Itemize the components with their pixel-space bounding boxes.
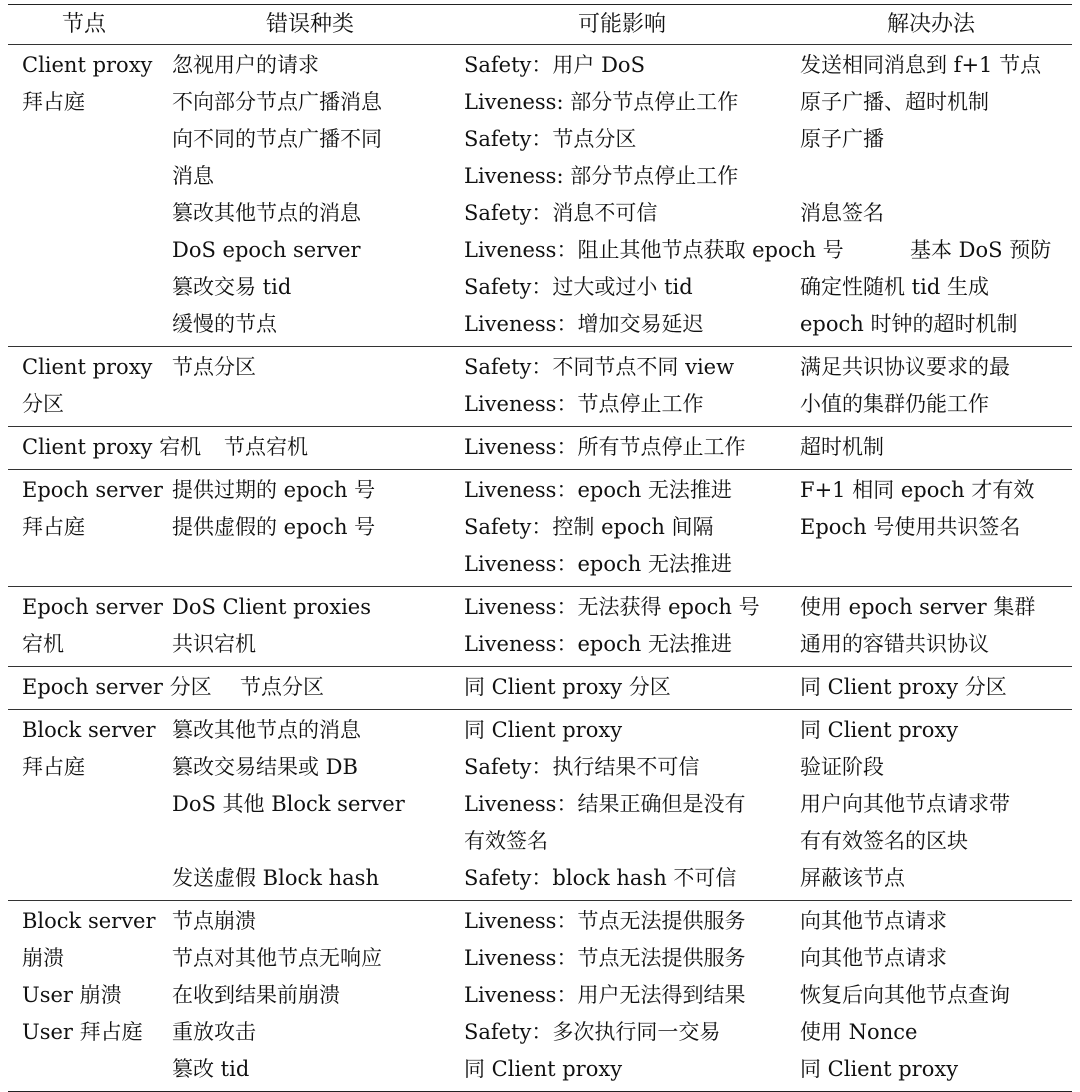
cell-solution: 同 Client proxy <box>800 1057 959 1081</box>
cell-impact: Safety：执行结果不可信 <box>464 755 700 779</box>
cell-node: 分区 <box>22 392 64 416</box>
cell-impact: Liveness：节点无法提供服务 <box>464 946 746 970</box>
table-top-rule <box>8 4 1072 5</box>
cell-impact: Liveness：所有节点停止工作 <box>464 435 746 459</box>
cell-error-type: 节点宕机 <box>224 435 308 459</box>
table-row <box>8 903 1072 940</box>
cell-solution: 恢复后向其他节点查询 <box>800 983 1010 1007</box>
section-rule <box>8 469 1072 470</box>
cell-impact: Liveness：节点无法提供服务 <box>464 909 746 933</box>
cell-error-type: 提供过期的 epoch 号 <box>172 478 376 502</box>
cell-error-type: 节点分区 <box>240 675 324 699</box>
cell-impact: Liveness：节点停止工作 <box>464 392 704 416</box>
cell-node: Client proxy 宕机 <box>22 435 202 459</box>
section-rule <box>8 586 1072 587</box>
cell-solution: 原子广播、超时机制 <box>800 90 989 114</box>
cell-node: 拜占庭 <box>22 515 85 539</box>
cell-impact: Liveness：epoch 无法推进 <box>464 632 732 656</box>
cell-error-type: 篡改其他节点的消息 <box>172 201 361 225</box>
cell-node: User 崩溃 <box>22 983 122 1007</box>
section-rule <box>8 346 1072 347</box>
cell-error-type: 重放攻击 <box>172 1020 256 1044</box>
cell-solution: 满足共识协议要求的最 <box>800 355 1010 379</box>
cell-error-type: 向不同的节点广播不同 <box>172 127 382 151</box>
cell-node: User 拜占庭 <box>22 1020 143 1044</box>
table-row <box>8 940 1072 977</box>
table-row <box>8 977 1072 1014</box>
cell-error-type: 节点对其他节点无响应 <box>172 946 382 970</box>
cell-solution: 向其他节点请求 <box>800 946 947 970</box>
cell-impact: Safety：消息不可信 <box>464 201 658 225</box>
cell-error-type: 篡改其他节点的消息 <box>172 718 361 742</box>
table-row <box>8 195 1072 232</box>
cell-node: 拜占庭 <box>22 755 85 779</box>
cell-node: Client proxy <box>22 53 153 77</box>
table-row <box>8 47 1072 84</box>
cell-impact: Safety：控制 epoch 间隔 <box>464 515 714 539</box>
cell-solution: 同 Client proxy 分区 <box>800 675 1007 699</box>
cell-impact: Liveness: 部分节点停止工作 <box>464 90 739 114</box>
cell-solution: 小值的集群仍能工作 <box>800 392 989 416</box>
table-row <box>8 84 1072 121</box>
cell-error-type: 篡改 tid <box>172 1057 250 1081</box>
cell-error-type: 不向部分节点广播消息 <box>172 90 382 114</box>
cell-error-type: 提供虚假的 epoch 号 <box>172 515 376 539</box>
table-row <box>8 1014 1072 1051</box>
cell-solution: 向其他节点请求 <box>800 909 947 933</box>
cell-error-type: DoS Client proxies <box>172 595 371 619</box>
table-row <box>8 1051 1072 1088</box>
section-rule <box>8 666 1072 667</box>
cell-error-type: 篡改交易 tid <box>172 275 292 299</box>
header-node: 节点 <box>61 12 106 37</box>
table-row <box>8 712 1072 749</box>
cell-solution: 使用 epoch server 集群 <box>800 595 1036 619</box>
cell-impact: Safety：多次执行同一交易 <box>464 1020 721 1044</box>
cell-impact: 同 Client proxy <box>464 718 623 742</box>
table-row <box>8 860 1072 897</box>
cell-impact: 同 Client proxy <box>464 1057 623 1081</box>
cell-error-type: 消息 <box>172 164 214 188</box>
cell-solution: 消息签名 <box>800 201 884 225</box>
cell-solution: 超时机制 <box>800 435 884 459</box>
header-impact: 可能影响 <box>577 12 666 37</box>
table-row <box>8 386 1072 423</box>
cell-impact: Liveness：epoch 无法推进 <box>464 552 732 576</box>
cell-error-type: DoS 其他 Block server <box>172 792 405 816</box>
cell-impact: Safety：不同节点不同 view <box>464 355 735 379</box>
table-row <box>8 158 1072 195</box>
cell-solution: Epoch 号使用共识签名 <box>800 515 1021 539</box>
cell-solution: epoch 时钟的超时机制 <box>800 312 1018 336</box>
cell-node: Epoch server 分区 <box>22 675 212 699</box>
table-row <box>8 349 1072 386</box>
cell-impact: Liveness：阻止其他节点获取 epoch 号 <box>464 238 844 262</box>
cell-solution: F+1 相同 epoch 才有效 <box>800 478 1035 502</box>
table-row <box>8 749 1072 786</box>
table-row <box>8 269 1072 306</box>
cell-node: Block server <box>22 718 156 742</box>
table-row <box>8 669 1072 706</box>
table-row <box>8 121 1072 158</box>
cell-impact: Safety：block hash 不可信 <box>464 866 737 890</box>
cell-impact: Liveness：无法获得 epoch 号 <box>464 595 760 619</box>
cell-node: Epoch server <box>22 595 163 619</box>
cell-node: 崩溃 <box>22 946 64 970</box>
table-row <box>8 786 1072 823</box>
cell-impact: Safety：过大或过小 tid <box>464 275 693 299</box>
cell-impact: Safety：用户 DoS <box>464 53 645 77</box>
header-error-type: 错误种类 <box>265 12 354 37</box>
cell-solution: 验证阶段 <box>800 755 884 779</box>
cell-impact: 有效签名 <box>464 829 548 853</box>
table-row <box>8 232 1072 269</box>
section-rule <box>8 900 1072 901</box>
cell-error-type: 发送虚假 Block hash <box>172 866 379 890</box>
table-row <box>8 472 1072 509</box>
cell-error-type: 缓慢的节点 <box>172 312 277 336</box>
cell-error-type: 共识宕机 <box>172 632 256 656</box>
cell-solution: 基本 DoS 预防 <box>910 238 1052 262</box>
cell-impact: Liveness：epoch 无法推进 <box>464 478 732 502</box>
cell-solution: 使用 Nonce <box>800 1020 918 1044</box>
cell-error-type: 节点崩溃 <box>172 909 256 933</box>
table-row <box>8 306 1072 343</box>
cell-solution: 用户向其他节点请求带 <box>800 792 1010 816</box>
table-row <box>8 509 1072 546</box>
cell-impact: Liveness: 部分节点停止工作 <box>464 164 739 188</box>
header-rule <box>8 44 1072 45</box>
cell-solution: 通用的容错共识协议 <box>800 632 989 656</box>
cell-impact: Liveness：增加交易延迟 <box>464 312 704 336</box>
table-row <box>8 823 1072 860</box>
table-row <box>8 626 1072 663</box>
table-row <box>8 429 1072 466</box>
cell-solution: 确定性随机 tid 生成 <box>800 275 989 299</box>
cell-solution: 有有效签名的区块 <box>800 829 968 853</box>
table-row <box>8 546 1072 583</box>
cell-solution: 屏蔽该节点 <box>800 866 905 890</box>
cell-impact: 同 Client proxy 分区 <box>464 675 671 699</box>
cell-impact: Liveness：用户无法得到结果 <box>464 983 746 1007</box>
cell-solution: 发送相同消息到 f+1 节点 <box>800 53 1042 77</box>
header-solution: 解决办法 <box>886 12 975 37</box>
cell-node: Client proxy <box>22 355 153 379</box>
cell-node: Epoch server <box>22 478 163 502</box>
cell-error-type: 节点分区 <box>172 355 256 379</box>
cell-error-type: 在收到结果前崩溃 <box>172 983 340 1007</box>
cell-solution: 同 Client proxy <box>800 718 959 742</box>
table-row <box>8 589 1072 626</box>
cell-node: Block server <box>22 909 156 933</box>
cell-solution: 原子广播 <box>800 127 884 151</box>
cell-error-type: DoS epoch server <box>172 238 361 262</box>
cell-impact: Safety：节点分区 <box>464 127 637 151</box>
cell-node: 宕机 <box>22 632 64 656</box>
cell-error-type: 忽视用户的请求 <box>172 53 319 77</box>
section-rule <box>8 426 1072 427</box>
cell-error-type: 篡改交易结果或 DB <box>172 755 358 779</box>
section-rule <box>8 709 1072 710</box>
cell-node: 拜占庭 <box>22 90 85 114</box>
cell-impact: Liveness：结果正确但是没有 <box>464 792 746 816</box>
